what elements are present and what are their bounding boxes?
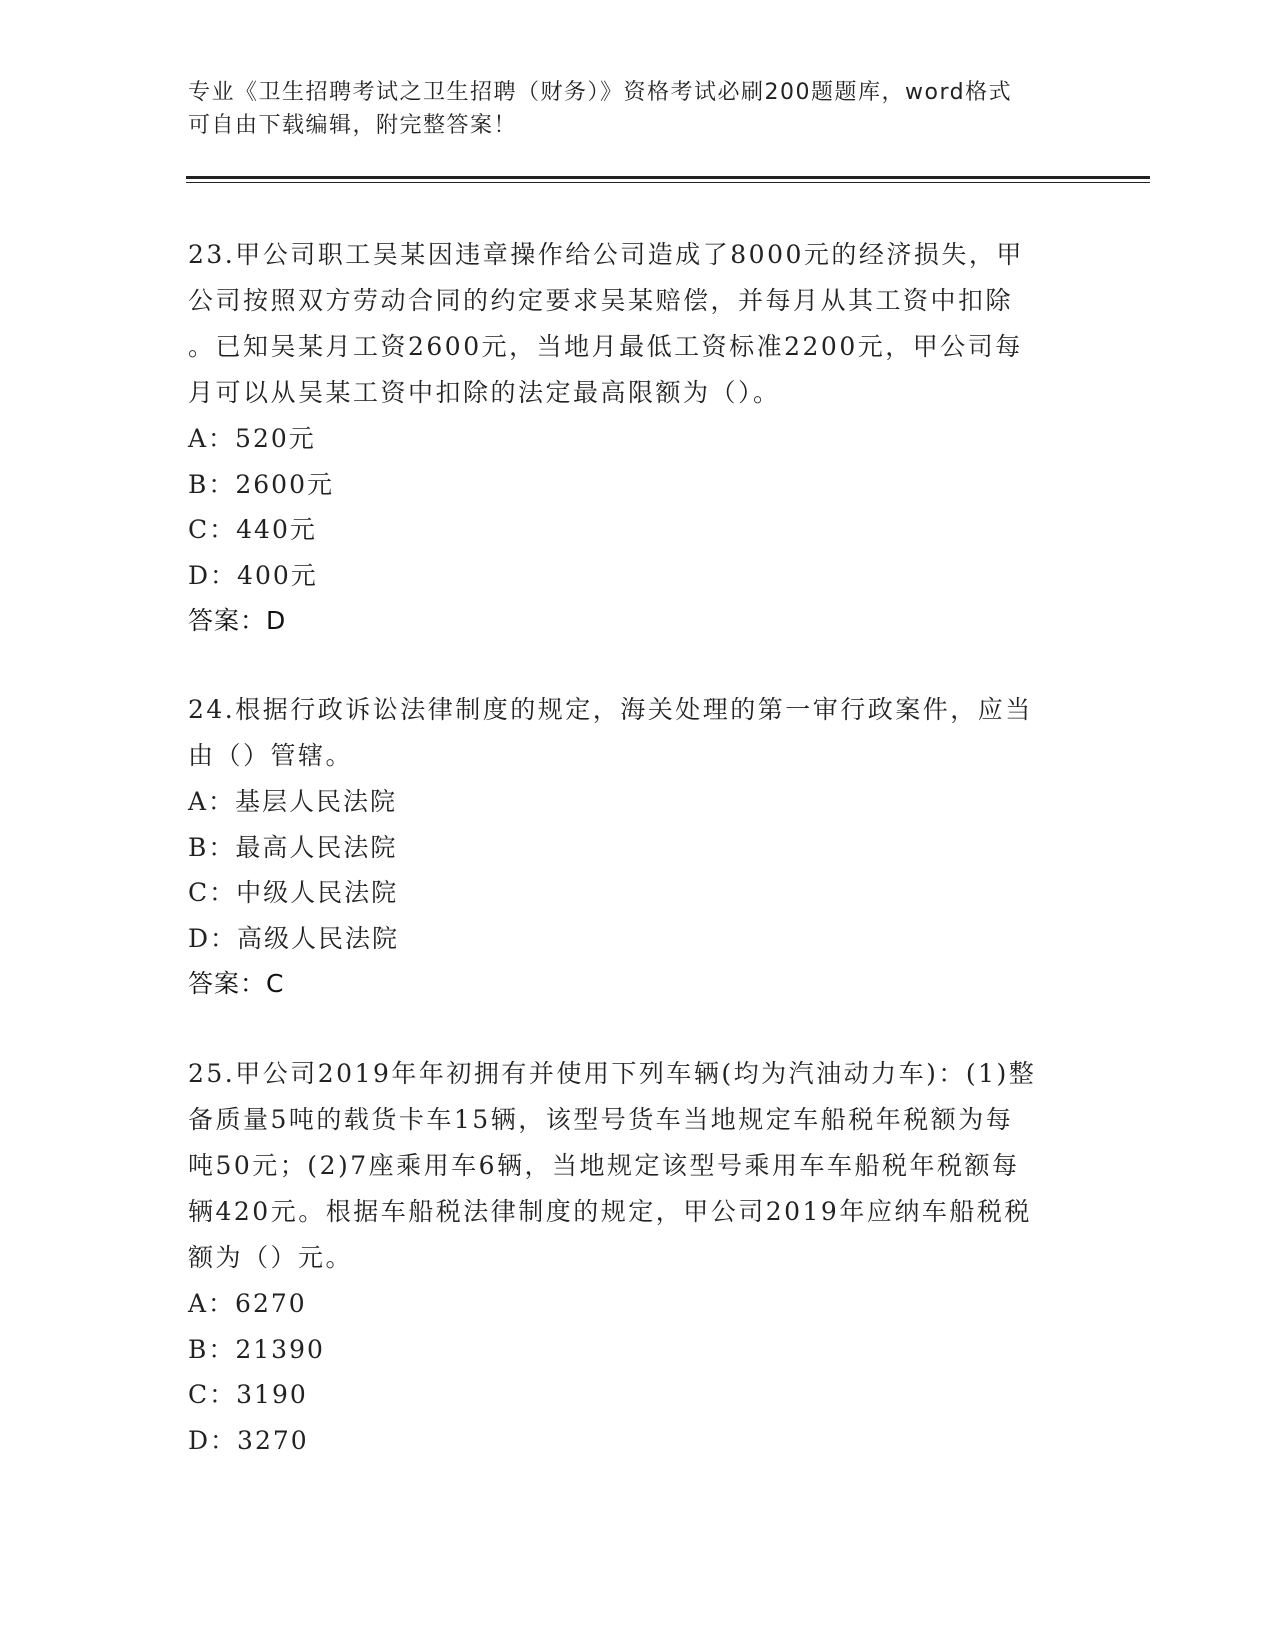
option-b: B：最高人民法院 <box>188 832 398 862</box>
option-c: C：中级人民法院 <box>188 878 399 907</box>
option-d: D：高级人民法院 <box>188 923 400 953</box>
answer-label: 答案：D <box>188 606 287 635</box>
header-divider-thin <box>186 182 1150 183</box>
question-stem-line: 24.根据行政诉讼法律制度的规定，海关处理的第一审行政案件，应当 <box>188 695 1033 724</box>
header-line-2: 可自由下载编辑，附完整答案！ <box>188 113 518 138</box>
option-c: C：440元 <box>188 515 317 544</box>
header-divider-thick <box>186 176 1150 179</box>
option-b: B：2600元 <box>188 469 334 499</box>
question-stem-line: 月可以从吴某工资中扣除的法定最高限额为（）。 <box>188 378 781 407</box>
question-stem-line: 辆420元。根据车船税法律制度的规定，甲公司2019年应纳车船税税 <box>188 1197 1032 1226</box>
answer-label: 答案：C <box>188 969 285 998</box>
question-stem-line: 备质量5吨的载货卡车15辆，该型号货车当地规定车船税年税额为每 <box>188 1105 1014 1134</box>
question-23 <box>188 232 1088 644</box>
question-stem-line: 吨50元；(2)7座乘用车6辆，当地规定该型号乘用车车船税年税额每 <box>188 1151 1020 1180</box>
option-b: B：21390 <box>188 1334 325 1364</box>
option-a: A：基层人民法院 <box>188 787 398 816</box>
option-d: D：400元 <box>188 560 318 590</box>
header-line-1: 专业《卫生招聘考试之卫生招聘（财务）》资格考试必刷200题题库，word格式 <box>188 80 1013 105</box>
document-header <box>188 76 1088 142</box>
option-a: A：6270 <box>188 1289 307 1318</box>
question-stem-line: 由（）管辖。 <box>188 741 354 770</box>
option-d: D：3270 <box>188 1425 309 1455</box>
question-25 <box>188 1051 1088 1463</box>
question-stem-line: 25.甲公司2019年年初拥有并使用下列车辆(均为汽油动力车)：(1)整 <box>188 1059 1037 1088</box>
option-a: A：520元 <box>188 424 316 453</box>
question-stem-line: 额为（）元。 <box>188 1243 354 1272</box>
question-stem-line: 23.甲公司职工吴某因违章操作给公司造成了8000元的经济损失，甲 <box>188 240 1024 269</box>
option-c: C：3190 <box>188 1380 308 1409</box>
question-stem-line: 公司按照双方劳动合同的约定要求吴某赔偿，并每月从其工资中扣除 <box>188 286 1014 315</box>
question-stem-line: 。已知吴某月工资2600元，当地月最低工资标准2200元，甲公司每 <box>188 332 1023 361</box>
question-24 <box>188 687 1088 1007</box>
